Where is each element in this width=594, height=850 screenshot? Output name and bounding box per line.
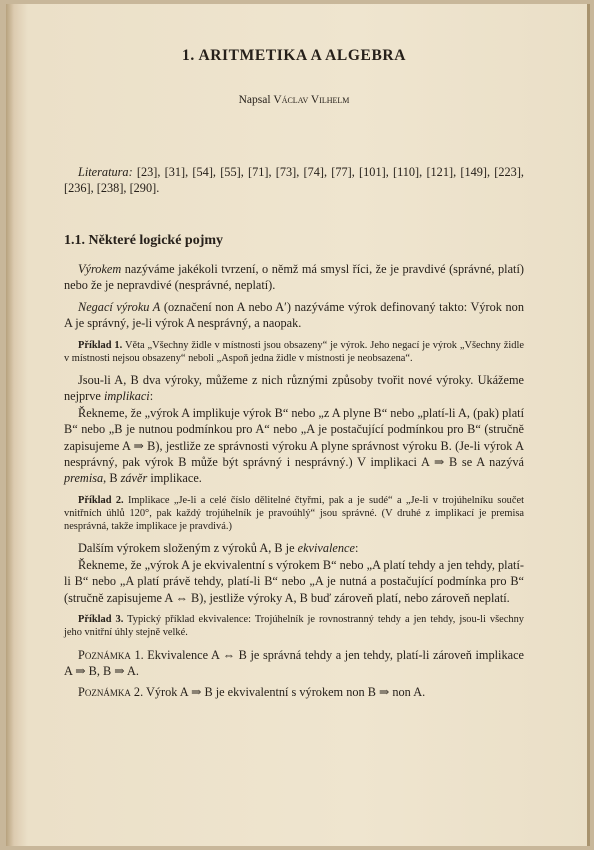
paragraph-text: (označení non A nebo A′) nazýváme výrok definovaný takto: Výrok non A je správný, je-li výrok A nesprávný, a naopak. xyxy=(64,299,524,331)
example-3 xyxy=(64,613,524,639)
chapter-author xyxy=(64,92,524,108)
term-implikace: implikaci xyxy=(103,389,150,404)
example-text: Věta „Všechny židle v místnosti jsou obsazeny“ je výrok. Jeho negací je výrok „Všechny židle v místnosti nejsou obsazeny“ neboli „Aspoň jedna židle v místnosti je neobsazena“. xyxy=(64,339,524,364)
term-negace: Negací výroku A xyxy=(78,299,161,314)
term-vyrok: Výrokem xyxy=(78,262,122,276)
paragraph-text: nazýváme jakékoli tvrzení, o němž má smysl říci, že je pravdivé (správné, platí) nebo že je nepravdivé (nesprávné, neplatí). xyxy=(64,262,524,293)
example-label: Příklad 2. xyxy=(78,494,124,506)
term-ekvivalence: ekvivalence xyxy=(297,541,355,556)
note-label: Poznámka xyxy=(78,647,131,662)
page-edge-shadow xyxy=(587,4,590,846)
section-title: 1.1. Některé logické pojmy xyxy=(64,233,224,248)
paragraph-ekvivalence-def: Řekneme, že „výrok A je ekvivalentní s výrokem B“ nebo „A platí tehdy a jen tehdy, platí-li B“ nebo „A platí právě tehdy, platí-li B“ nebo „A je nutná a postačující podmínka pro B“ (stručně zapisujeme A ⇔ B), jestliže výroky A, B buď zároveň platí, nebo zároveň neplatí. xyxy=(64,557,524,605)
paragraph-implikace-def xyxy=(64,405,524,487)
example-text: Implikace „Je-li a celé číslo dělitelné čtyřmi, pak a je sudé“ a „Je-li v trojúhelníku součet vnitřních úhlů 120°, pak každý trojúhelník je pravoúhlý“ jsou správné. (V druhé z implikací je premisa nesprávná, takže implikace je pravdivá.) xyxy=(64,494,524,533)
literature-refs: [23], [31], [54], [55], [71], [73], [74], [77], [101], [110], [121], [149], [223], [236], [238], [290]. xyxy=(64,165,524,196)
paragraph-implikace-intro xyxy=(64,372,524,405)
paragraph-text: Řekneme, že „výrok A implikuje výrok B“ nebo „z A plyne B“ nebo „platí-li A, (pak) platí B“ nebo „B je nutnou podmínkou pro A“ nebo „A je postačující podmínkou pro B“ (stručně zapisujeme A ⇒ B), jestliže ze správnosti výroku A plyne správnost výroku B. (Je-li výrok A nesprávný, pak výrok B může být správný i nesprávný.) V implikaci A ⇒ B se A nazývá xyxy=(64,405,524,470)
paragraph-vyrok xyxy=(64,261,524,294)
example-1 xyxy=(64,339,524,365)
author-prefix: Napsal xyxy=(238,94,271,106)
example-text: Typický příklad ekvivalence: Trojúhelník je rovnostranný tehdy a jen tehdy, jsou-li všechny jeho vnitřní úhly stejně velké. xyxy=(64,614,524,639)
paragraph-ekvivalence-intro xyxy=(64,540,524,556)
paragraph-text: , B xyxy=(103,471,121,486)
section-body xyxy=(64,261,524,701)
term-zaver: závěr xyxy=(120,471,148,486)
paragraph-text: : xyxy=(354,541,359,556)
paragraph-negace xyxy=(64,299,524,332)
note-label: Poznámka xyxy=(78,685,131,700)
chapter-title: 1. ARITMETIKA A ALGEBRA xyxy=(182,47,406,64)
paragraph-text: Dalším výrokem složeným z výroků A, B je xyxy=(78,541,298,556)
example-2 xyxy=(64,494,524,534)
note-1 xyxy=(64,647,524,680)
note-2 xyxy=(64,684,524,700)
paragraph-text: implikace. xyxy=(147,471,202,486)
example-label: Příklad 3. xyxy=(78,614,124,626)
author-name: Václav Vilhelm xyxy=(273,94,350,106)
note-text: 1. Ekvivalence A ⇔ B je správná tehdy a jen tehdy, platí-li zároveň implikace A ⇒ B, B ⇒ A. xyxy=(64,647,524,678)
paragraph-text: Jsou-li A, B dva výroky, můžeme z nich různými způsoby tvořit nové výroky. Ukážeme nejprve xyxy=(64,373,524,404)
book-page xyxy=(6,4,590,846)
term-premisa: premisa xyxy=(64,471,104,486)
literature-label: Literatura: xyxy=(78,165,133,179)
example-label: Příklad 1. xyxy=(78,339,123,351)
paragraph-text: : xyxy=(149,389,154,404)
note-text: 2. Výrok A ⇒ B je ekvivalentní s výrokem non B ⇒ non A. xyxy=(130,685,426,700)
literature-list xyxy=(64,164,524,197)
